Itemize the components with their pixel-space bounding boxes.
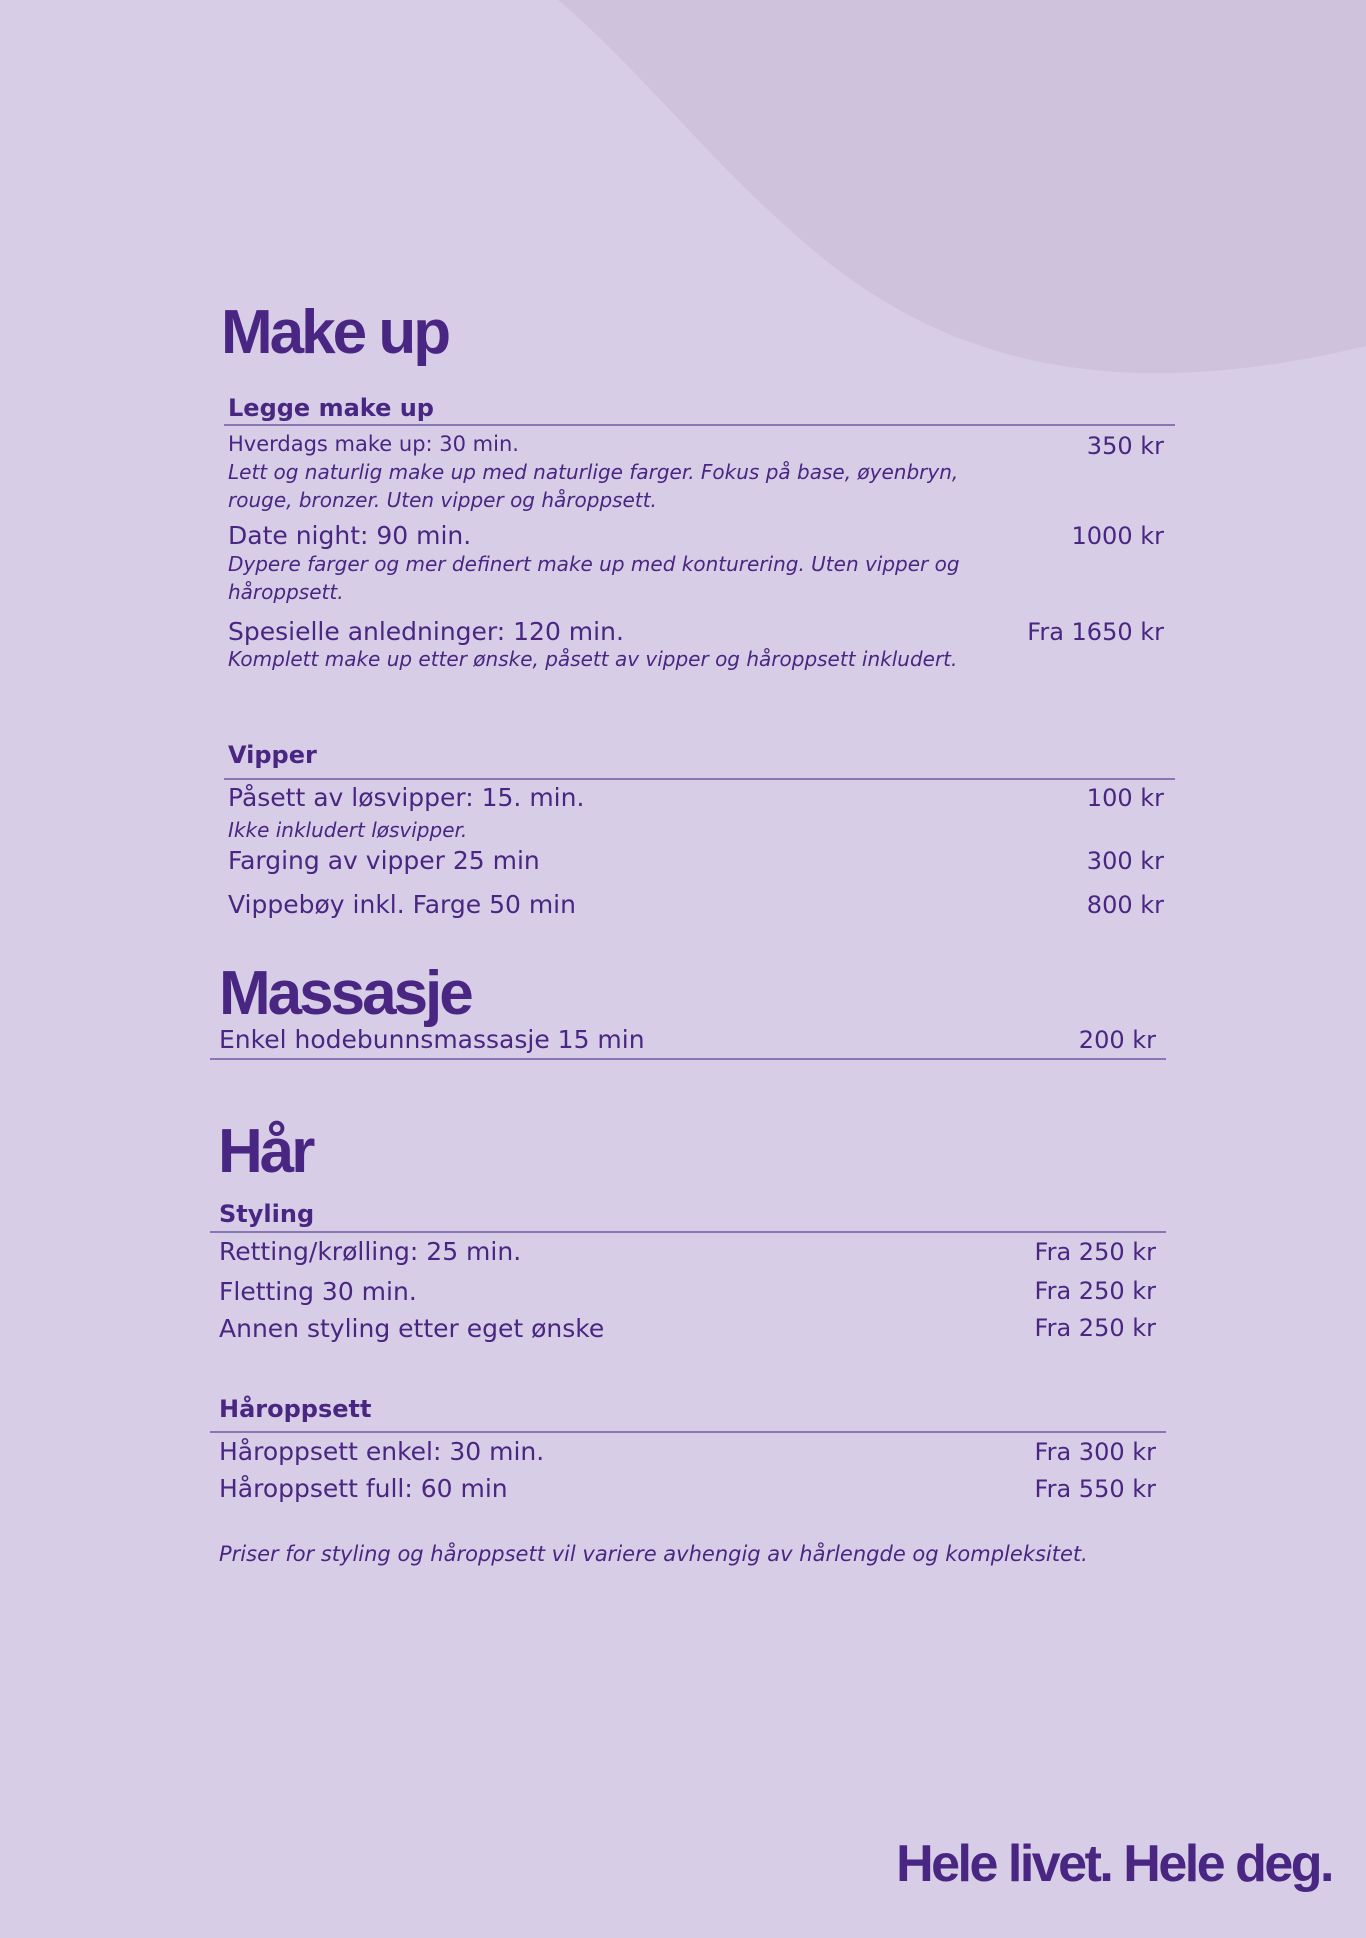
legge-make-up-heading: Legge make up bbox=[228, 394, 434, 422]
service-price: 800 kr bbox=[1086, 891, 1164, 919]
service-description: Ikke inkludert løsvipper. bbox=[228, 818, 468, 842]
background-wave-shape bbox=[0, 0, 1366, 420]
service-description: Lett og naturlig make up med naturlige farger. Fokus på base, øyenbryn, rouge, bronzer. Uten vipper og håroppsett. bbox=[228, 460, 959, 512]
makeup-title: Make up bbox=[221, 298, 449, 367]
styling-heading: Styling bbox=[219, 1200, 315, 1228]
service-name: Enkel hodebunnsmassasje 15 min bbox=[219, 1025, 645, 1054]
price-disclaimer: Priser for styling og håroppsett vil variere avhengig av hårlengde og kompleksitet. bbox=[219, 1542, 1088, 1566]
service-name: Date night: 90 min. bbox=[228, 521, 472, 550]
service-description: Komplett make up etter ønske, påsett av vipper og håroppsett inkludert. bbox=[228, 647, 958, 671]
section-divider bbox=[210, 1431, 1166, 1433]
service-name: Vippebøy inkl. Farge 50 min bbox=[228, 890, 576, 919]
service-price: 200 kr bbox=[1078, 1026, 1156, 1054]
service-name: Hverdags make up: 30 min. bbox=[228, 432, 519, 456]
service-price: Fra 250 kr bbox=[1034, 1314, 1156, 1342]
vipper-heading: Vipper bbox=[228, 741, 317, 769]
haroppsett-heading: Håroppsett bbox=[219, 1395, 372, 1423]
section-divider bbox=[210, 1058, 1166, 1060]
service-name: Håroppsett enkel: 30 min. bbox=[219, 1437, 545, 1466]
service-price: 350 kr bbox=[1086, 432, 1164, 460]
service-price: 100 kr bbox=[1086, 784, 1164, 812]
service-name: Annen styling etter eget ønske bbox=[219, 1314, 605, 1343]
service-price: 1000 kr bbox=[1071, 522, 1164, 550]
service-price: Fra 550 kr bbox=[1034, 1475, 1156, 1503]
brand-slogan: Hele livet. Hele deg. bbox=[896, 1835, 1332, 1893]
service-name: Retting/krølling: 25 min. bbox=[219, 1237, 522, 1266]
service-price: Fra 250 kr bbox=[1034, 1277, 1156, 1305]
service-name: Spesielle anledninger: 120 min. bbox=[228, 617, 624, 646]
service-price: Fra 1650 kr bbox=[1027, 618, 1164, 646]
service-description: Dypere farger og mer definert make up med konturering. Uten vipper og håroppsett. bbox=[228, 552, 960, 604]
service-name: Farging av vipper 25 min bbox=[228, 846, 540, 875]
section-divider bbox=[224, 424, 1175, 426]
section-divider bbox=[224, 778, 1175, 780]
har-title: Hår bbox=[218, 1117, 313, 1186]
section-divider bbox=[210, 1231, 1166, 1233]
service-price: 300 kr bbox=[1086, 847, 1164, 875]
service-price: Fra 250 kr bbox=[1034, 1238, 1156, 1266]
massasje-title: Massasje bbox=[219, 959, 471, 1028]
service-name: Påsett av løsvipper: 15. min. bbox=[228, 783, 585, 812]
service-name: Håroppsett full: 60 min bbox=[219, 1474, 508, 1503]
service-price: Fra 300 kr bbox=[1034, 1438, 1156, 1466]
service-name: Fletting 30 min. bbox=[219, 1277, 417, 1306]
